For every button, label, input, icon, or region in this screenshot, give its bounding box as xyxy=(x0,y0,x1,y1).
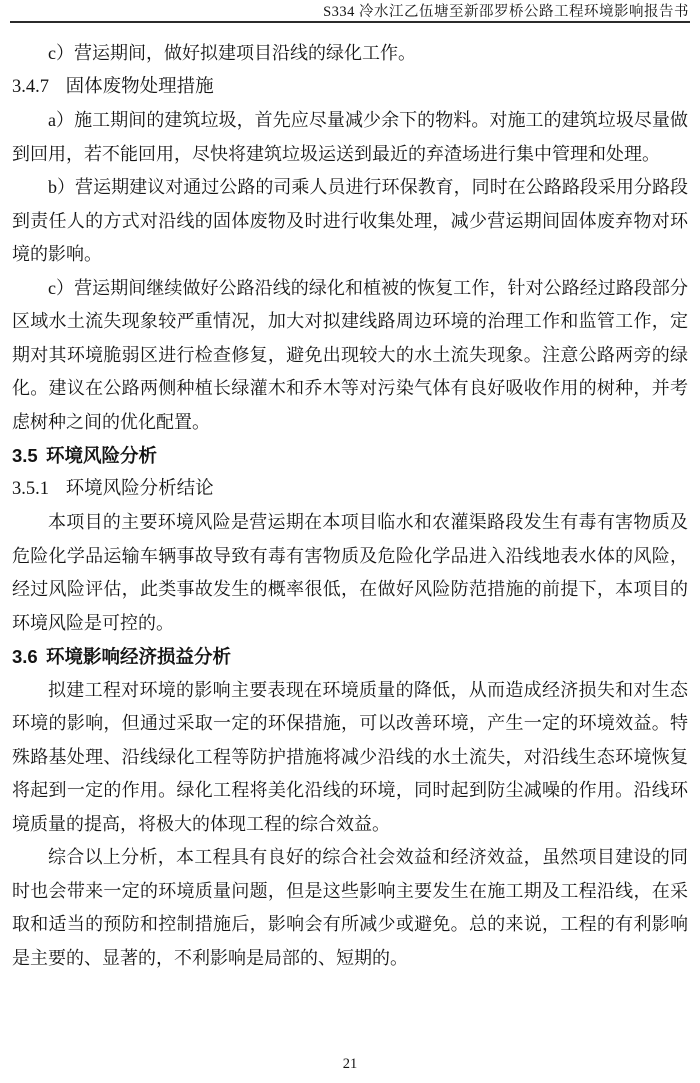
heading-3-5 xyxy=(12,439,688,473)
paragraph-risk-conclusion: 本项目的主要环境风险是营运期在本项目临水和农灌渠路段发生有毒有害物质及危险化学品运输车辆事故导致有毒有害物质及危险化学品进入沿线地表水体的风险，经过风险评估，此类事故发生的概率很低，在做好风险防范措施的前提下，本项目的环境风险是可控的。 xyxy=(12,512,688,633)
heading-3-5-1 xyxy=(12,473,688,507)
heading-number: 3.5 xyxy=(12,445,38,466)
header-rule xyxy=(10,21,690,23)
paragraph-operation-waste-collection: b）营运期建议对通过公路的司乘人员进行环保教育，同时在公路路段采用分路段到责任人的方式对沿线的固体废物及时进行收集处理，减少营运期间固体废弃物对环境的影响。 xyxy=(12,177,688,264)
page-number: 21 xyxy=(342,1056,358,1072)
heading-title: 环境风险分析结论 xyxy=(65,478,214,499)
heading-number: 3.6 xyxy=(12,646,38,667)
document-body xyxy=(12,37,688,975)
paragraph-economic-loss-benefit: 拟建工程对环境的影响主要表现在环境质量的降低，从而造成经济损失和对生态环境的影响，但通过采取一定的环保措施，可以改善环境，产生一定的环境效益。特殊路基处理、沿线绿化工程等防护措施将减少沿线的水土流失，对沿线生态环境恢复将起到一定的作用。绿化工程将美化沿线的环境，同时起到防尘减噪的作用。沿线环境质量的提高，将极大的体现工程的综合效益。 xyxy=(12,679,688,834)
paragraph-overall-conclusion: 综合以上分析，本工程具有良好的综合社会效益和经济效益，虽然项目建设的同时也会带来一定的环境质量问题，但是这些影响主要发生在施工期及工程沿线，在采取和适当的预防和控制措施后，影响会有所减少或避免。总的来说，工程的有利影响是主要的、显著的，不利影响是局部的、短期的。 xyxy=(12,847,688,968)
heading-title: 固体废物处理措施 xyxy=(65,76,214,97)
paragraph-greening-operation: c）营运期间，做好拟建项目沿线的绿化工作。 xyxy=(48,43,416,63)
paragraph-construction-waste: a）施工期间的建筑垃圾，首先应尽量减少余下的物料。对施工的建筑垃圾尽量做到回用，若不能回用，尽快将建筑垃圾运送到最近的弃渣场进行集中管理和处理。 xyxy=(12,110,688,164)
paragraph-operation-greening-restoration: c）营运期间继续做好公路沿线的绿化和植被的恢复工作，针对公路经过路段部分区域水土流失现象较严重情况，加大对拟建线路周边环境的治理工作和监管工作，定期对其环境脆弱区进行检查修复，避免出现较大的水土流失现象。注意公路两旁的绿化。建议在公路两侧种植长绿灌木和乔木等对污染气体有良好吸收作用的树种，并考虑树种之间的优化配置。 xyxy=(12,277,688,432)
heading-3-4-7 xyxy=(12,71,688,105)
heading-title: 环境风险分析 xyxy=(46,445,158,466)
header-running-title: S334 冷水江乙伍塘至新邵罗桥公路工程环境影响报告书 xyxy=(323,4,689,20)
heading-number: 3.4.7 xyxy=(12,76,49,97)
heading-number: 3.5.1 xyxy=(12,478,49,499)
heading-3-6 xyxy=(12,640,688,674)
heading-title: 环境影响经济损益分析 xyxy=(46,646,232,667)
